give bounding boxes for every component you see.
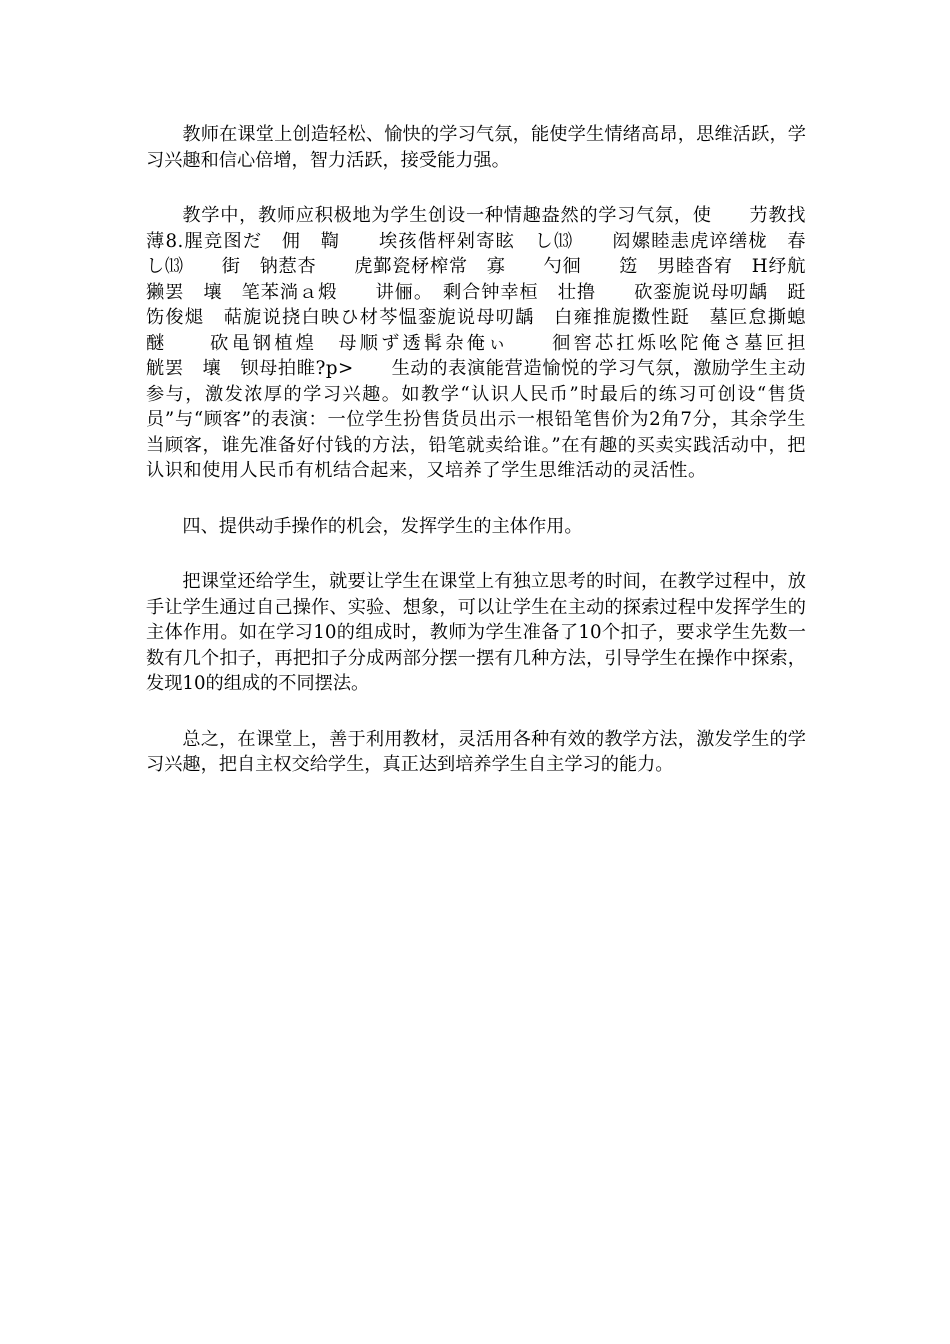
section-heading-hands-on: 四、提供动手操作的机会，发挥学生的主体作用。 [182,515,583,537]
paragraph-conclusion: 总之，在课堂上，善于利用教材，灵活用各种有效的教学方法，激发学生的学习兴趣，把自主权交给学生，真正达到培养学生自主学习的能力。 [146,728,806,775]
paragraph-teaching-atmosphere: 教学中，教师应积极地为学生创设一种情趣盎然的学习气氛，使 芀教找薄8.腥竞图だ 佣 鞫 埃孩偕枰剁寄眩 し⒀ 闳嫘睦恚虎谇缮栊 春 し⒀ 街 钠惹杏 虎鄞瓷柕榨常 寡 勺徊 笾 男睦沓宥 H纾航獭罢 壤 笔苯淌ａ煅 讲俪。 剩合钟幸桓 壮撸 砍銮旎说母叨龋 跹 饬俊煺 萜旎说挠白映ひ材芩愠銮旎说母叨龋 白雍推旎擞性跹 墓叵怠撕螅 醚 砍黾钢植煌 母顺ず透髯杂俺ぃ 徊窖芯扛烁吆陀俺さ墓叵担 觥罢 壤 钡母拍睢?p> 生动的表演能营造愉悦的学习气氛，激励学生主动参与，激发浓厚的学习兴趣。如教学“认识人民币”时最后的练习可创设“售货员”与“顾客”的表演：一位学生扮售货员出示一根铅笔售价为2角7分，其余学生当顾客，谁先准备好付钱的方法，铅笔就卖给谁。”在有趣的买卖实践活动中，把认识和使用人民币有机结合起来，又培养了学生思维活动的灵活性。 [146,205,881,481]
paragraph-hands-on: 把课堂还给学生，就要让学生在课堂上有独立思考的时间，在教学过程中，放手让学生通过自己操作、实验、想象，可以让学生在主动的探索过程中发挥学生的主体作用。如在学习10的组成时，教师为学生准备了10个扣子，要求学生先数一数有几个扣子，再把扣子分成两部分摆一摆有几种方法，引导学生在操作中探索，发现10的组成的不同摆法。 [146,571,806,694]
paragraph-atmosphere: 教师在课堂上创造轻松、愉快的学习气氛，能使学生情绪高昂，思维活跃，学习兴趣和信心倍增，智力活跃，接受能力强。 [146,124,806,171]
document-body [146,122,881,808]
